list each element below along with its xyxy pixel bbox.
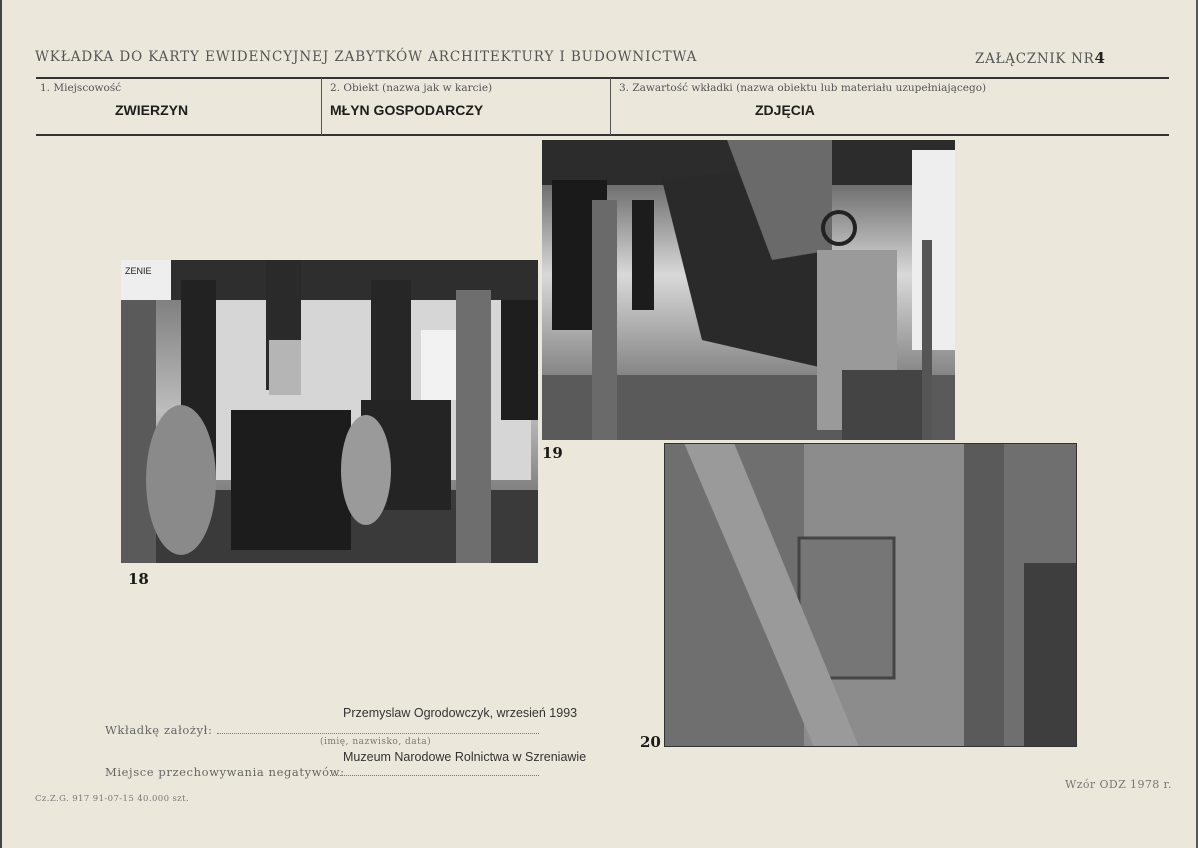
annex-number: 4 <box>1094 49 1106 67</box>
locality-label: 1. Miejscowość <box>40 82 122 94</box>
header-top-rule <box>36 77 1169 79</box>
locality-value: ZWIERZYN <box>115 102 189 118</box>
annex-label <box>975 49 1106 67</box>
founder-dotted-line <box>217 733 539 734</box>
storage-label: Miejsce przechowywania negatywów: <box>105 765 345 779</box>
field-divider-1 <box>321 78 322 135</box>
field-divider-2 <box>610 78 611 135</box>
photo-18-image <box>121 260 538 563</box>
founder-value: Przemyslaw Ogrodowczyk, wrzesień 1993 <box>343 706 578 720</box>
photo-18-number: 18 <box>128 570 149 588</box>
founder-hint: (imię, nazwisko, data) <box>320 737 432 747</box>
content-value: ZDJĘCIA <box>755 102 815 118</box>
photo-20-image <box>664 443 1077 747</box>
photo-18-mill-machinery <box>121 260 538 563</box>
photo-20-hopper-door <box>664 443 1077 747</box>
annex-prefix: ZAŁĄCZNIK NR <box>975 51 1095 67</box>
sheet-left-edge <box>0 0 2 848</box>
storage-dotted-line <box>330 775 539 776</box>
object-value: MŁYN GOSPODARCZY <box>330 102 484 118</box>
storage-value: Muzeum Narodowe Rolnictwa w Szreniawie <box>343 750 587 764</box>
photo-19-image <box>542 140 955 440</box>
card-title: WKŁADKA DO KARTY EWIDENCYJNEJ ZABYTKÓW ARCHITEKTURY I BUDOWNICTWA <box>35 49 698 65</box>
photo-18-sign-text: ZENIE <box>125 266 152 276</box>
content-label: 3. Zawartość wkładki (nazwa obiektu lub materiału uzupełniającego) <box>619 82 987 94</box>
header-bottom-rule <box>36 134 1169 136</box>
founder-label: Wkładkę założył: <box>105 723 213 737</box>
print-code: Cz.Z.G. 917 91-07-15 40.000 szt. <box>35 794 190 804</box>
photo-19-number: 19 <box>542 444 563 462</box>
photo-20-number: 20 <box>640 733 661 751</box>
photo-19-mill-interior <box>542 140 955 440</box>
object-label: 2. Obiekt (nazwa jak w karcie) <box>330 82 493 94</box>
form-model: Wzór ODZ 1978 r. <box>1065 778 1172 791</box>
